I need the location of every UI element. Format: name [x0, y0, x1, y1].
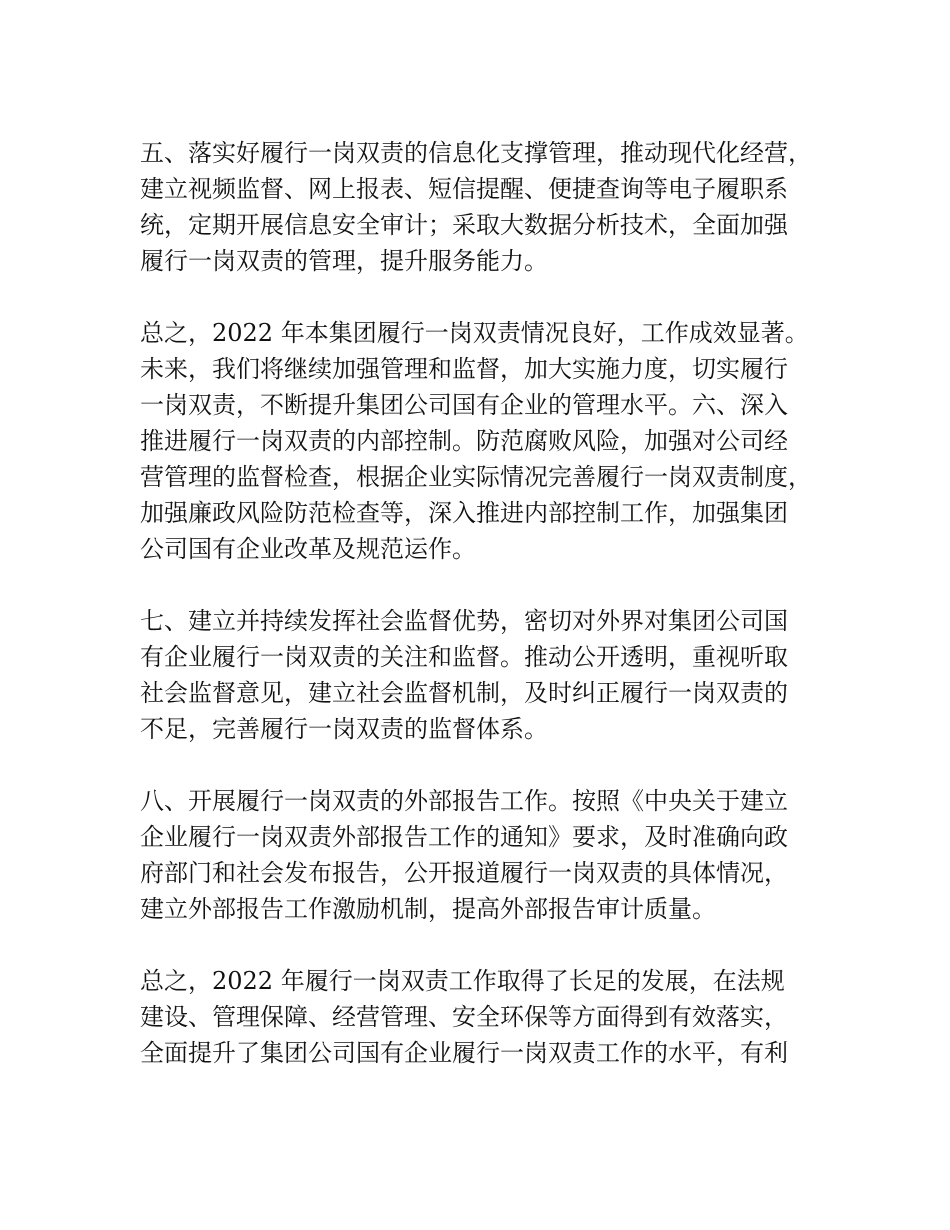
text-line: 总之，2022 年履行一岗双责工作取得了长足的发展，在法规 — [140, 967, 785, 995]
text-line: 建立视频监督、网上报表、短信提醒、便捷查询等电子履职系 — [140, 175, 788, 203]
text-line: 七、建立并持续发挥社会监督优势，密切对外界对集团公司国 — [140, 607, 788, 635]
text-line: 履行一岗双责的管理，提升服务能力。 — [140, 247, 548, 275]
text-line: 全面提升了集团公司国有企业履行一岗双责工作的水平，有利 — [140, 1039, 788, 1067]
text-line: 推进履行一岗双责的内部控制。防范腐败风险，加强对公司经 — [140, 427, 788, 455]
text-line: 总之，2022 年本集团履行一岗双责情况良好，工作成效显著。 — [140, 319, 809, 347]
text-line: 建立外部报告工作激励机制，提高外部报告审计质量。 — [140, 895, 716, 923]
paragraph-8-external-reporting — [140, 783, 788, 927]
text-line: 一岗双责，不断提升集团公司国有企业的管理水平。六、深入 — [140, 391, 788, 419]
text-line: 企业履行一岗双责外部报告工作的通知》要求，及时准确向政 — [140, 823, 788, 851]
text-line: 五、落实好履行一岗双责的信息化支撑管理，推动现代化经营， — [140, 139, 812, 167]
text-line: 有企业履行一岗双责的关注和监督。推动公开透明，重视听取 — [140, 643, 788, 671]
text-line: 营管理的监督检查，根据企业实际情况完善履行一岗双责制度， — [140, 463, 812, 491]
paragraph-summary-and-6-internal-control — [140, 315, 812, 567]
text-line: 加强廉政风险防范检查等，深入推进内部控制工作，加强集团 — [140, 499, 788, 527]
text-line: 八、开展履行一岗双责的外部报告工作。按照《中央关于建立 — [140, 787, 788, 815]
text-line: 建设、管理保障、经营管理、安全环保等方面得到有效落实， — [140, 1003, 788, 1031]
text-line: 未来，我们将继续加强管理和监督，加大实施力度，切实履行 — [140, 355, 788, 383]
paragraph-final-summary — [140, 963, 788, 1071]
paragraph-7-social-supervision — [140, 603, 788, 747]
paragraph-5-information-support — [140, 135, 812, 279]
text-line: 公司国有企业改革及规范运作。 — [140, 535, 476, 563]
text-line: 社会监督意见，建立社会监督机制，及时纠正履行一岗双责的 — [140, 679, 788, 707]
text-line: 府部门和社会发布报告，公开报道履行一岗双责的具体情况， — [140, 859, 788, 887]
text-line: 统，定期开展信息安全审计；采取大数据分析技术，全面加强 — [140, 211, 788, 239]
text-line: 不足，完善履行一岗双责的监督体系。 — [140, 715, 548, 743]
